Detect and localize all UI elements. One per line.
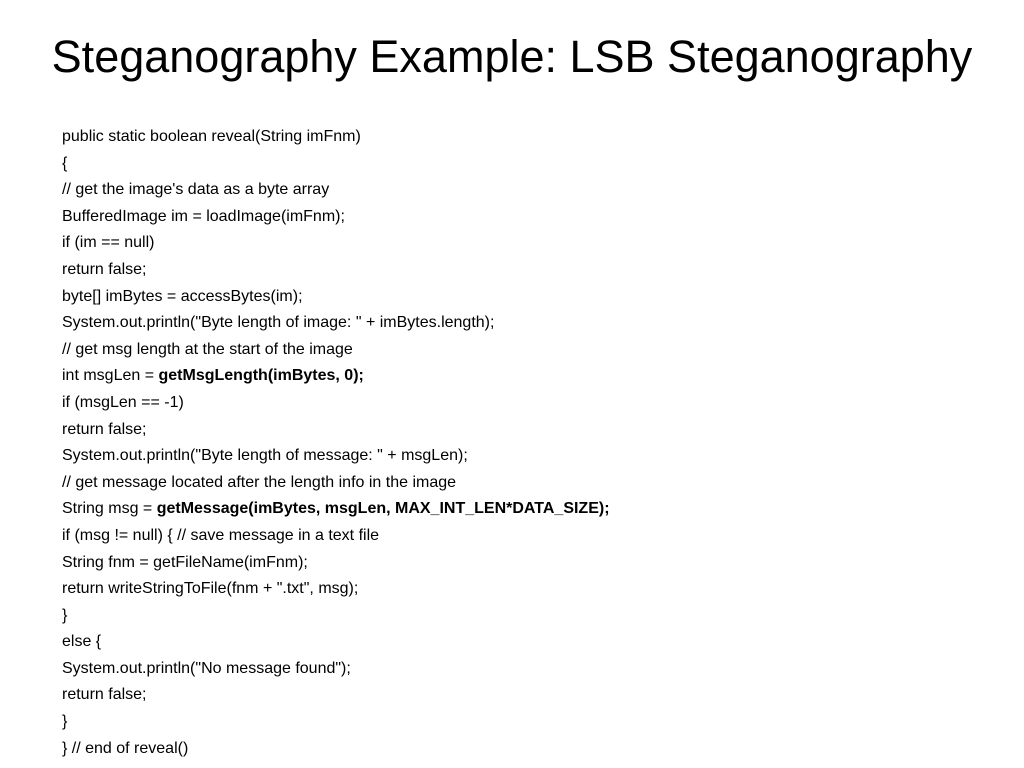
code-text-bold: getMessage(imBytes, msgLen, MAX_INT_LEN*DATA_SIZE);: [156, 500, 610, 518]
code-text: BufferedImage im = loadImage(imFnm);: [62, 207, 345, 225]
code-text: if (im == null): [62, 234, 155, 252]
slide-title: Steganography Example: LSB Steganography: [51, 31, 973, 82]
code-line: [62, 443, 1002, 470]
code-line: [62, 337, 1002, 364]
code-text: String msg =: [62, 500, 157, 518]
code-text: } // end of reveal(): [62, 739, 189, 757]
code-text: return false;: [62, 686, 147, 704]
code-line: [62, 390, 1002, 417]
code-line: [62, 682, 1002, 709]
code-line: [62, 124, 1002, 151]
code-line: [62, 470, 1002, 497]
code-text: System.out.println("Byte length of image: " + imBytes.length);: [62, 314, 495, 332]
code-text: // get message located after the length info in the image: [62, 473, 457, 491]
code-text: if (msgLen == -1): [62, 393, 184, 411]
code-text: int msgLen =: [62, 367, 159, 385]
code-text: System.out.println("No message found");: [62, 659, 351, 677]
code-text: }: [62, 713, 68, 731]
code-line: [62, 230, 1002, 257]
code-text: if (msg != null) { // save message in a text file: [62, 526, 380, 544]
code-line: [62, 204, 1002, 231]
code-line: [62, 576, 1002, 603]
code-text: return writeStringToFile(fnm + ".txt", msg);: [62, 580, 359, 598]
code-text: public static boolean reveal(String imFnm): [62, 128, 361, 145]
code-line: [62, 736, 1002, 763]
code-text: System.out.println("Byte length of message: " + msgLen);: [62, 447, 468, 465]
code-line: [62, 629, 1002, 656]
code-line: [62, 310, 1002, 337]
code-text: String fnm = getFileName(imFnm);: [62, 553, 308, 571]
code-line: [62, 284, 1002, 311]
code-line: [62, 151, 1002, 178]
code-text: }: [62, 606, 68, 624]
code-text: return false;: [62, 420, 147, 438]
code-line: [62, 709, 1002, 736]
code-line: [62, 417, 1002, 444]
code-line: [62, 550, 1002, 577]
code-text: else {: [62, 633, 102, 651]
code-line: [62, 363, 1002, 390]
code-text: return false;: [62, 260, 147, 278]
code-text: // get the image's data as a byte array: [62, 181, 330, 199]
code-line: [62, 656, 1002, 683]
code-line: [62, 257, 1002, 284]
code-text: {: [62, 154, 68, 172]
code-text-bold: getMsgLength(imBytes, 0);: [158, 367, 364, 385]
code-text: byte[] imBytes = accessBytes(im);: [62, 287, 303, 305]
code-line: [62, 496, 1002, 523]
code-text: // get msg length at the start of the image: [62, 340, 353, 358]
code-listing: [62, 124, 1002, 762]
code-line: [62, 603, 1002, 630]
code-line: [62, 523, 1002, 550]
code-line: [62, 177, 1002, 204]
